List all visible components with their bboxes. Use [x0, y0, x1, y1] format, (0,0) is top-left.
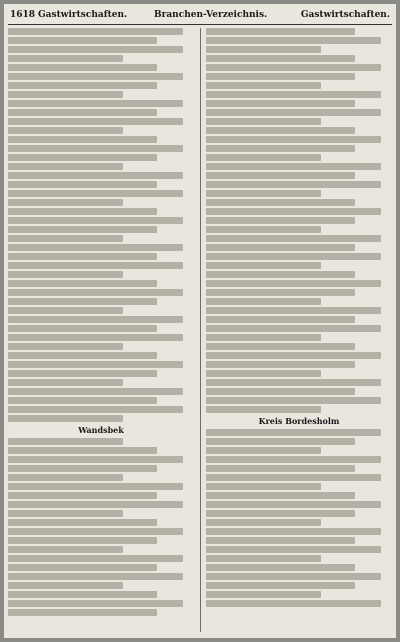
directory-entry-placeholder — [8, 73, 183, 80]
directory-entry-placeholder — [206, 145, 355, 152]
directory-entry-placeholder — [206, 334, 321, 341]
directory-entry-placeholder — [8, 55, 123, 62]
directory-entry-placeholder — [206, 91, 381, 98]
directory-entry-placeholder — [206, 217, 355, 224]
directory-entry-placeholder — [206, 573, 381, 580]
directory-entry-placeholder — [206, 361, 355, 368]
directory-entry-placeholder — [8, 379, 123, 386]
directory-entry-placeholder — [206, 438, 355, 445]
directory-entry-placeholder — [8, 163, 123, 170]
header-rule — [8, 24, 392, 25]
directory-entry-placeholder — [8, 537, 157, 544]
directory-entry-placeholder — [206, 37, 381, 44]
directory-entry-placeholder — [8, 145, 183, 152]
running-head — [4, 10, 396, 24]
directory-entry-placeholder — [206, 474, 381, 481]
directory-entry-placeholder — [206, 397, 381, 404]
directory-entry-placeholder — [8, 456, 183, 463]
directory-entry-placeholder — [206, 501, 381, 508]
directory-entry-placeholder — [8, 519, 157, 526]
column-divider — [200, 28, 201, 632]
directory-entry-placeholder — [8, 465, 157, 472]
directory-entry-placeholder — [206, 289, 355, 296]
directory-entry-placeholder — [206, 406, 321, 413]
directory-entry-placeholder — [8, 289, 183, 296]
directory-entry-placeholder — [206, 82, 321, 89]
directory-entry-placeholder — [8, 316, 183, 323]
directory-entry-placeholder — [206, 154, 321, 161]
directory-entry-placeholder — [206, 510, 355, 517]
directory-entry-placeholder — [206, 136, 381, 143]
directory-entry-placeholder — [206, 109, 381, 116]
directory-entry-placeholder — [8, 582, 123, 589]
directory-entry-placeholder — [206, 172, 355, 179]
directory-entry-placeholder — [8, 343, 123, 350]
directory-entry-placeholder — [8, 298, 157, 305]
directory-entry-placeholder — [206, 28, 355, 35]
directory-entry-placeholder — [8, 91, 123, 98]
left-column — [8, 28, 194, 634]
directory-entry-placeholder — [8, 253, 157, 260]
directory-entry-placeholder — [206, 190, 321, 197]
directory-entry-placeholder — [8, 64, 157, 71]
directory-entry-placeholder — [206, 73, 355, 80]
directory-entry-placeholder — [8, 307, 123, 314]
directory-entry-placeholder — [8, 591, 157, 598]
directory-entry-placeholder — [206, 325, 381, 332]
directory-entry-placeholder — [8, 280, 157, 287]
directory-entry-placeholder — [206, 208, 381, 215]
directory-entry-placeholder — [206, 447, 321, 454]
directory-entry-placeholder — [8, 271, 123, 278]
directory-entry-placeholder — [8, 244, 183, 251]
directory-entry-placeholder — [8, 334, 183, 341]
directory-entry-placeholder — [206, 316, 355, 323]
directory-entry-placeholder — [206, 388, 355, 395]
directory-entry-placeholder — [8, 172, 183, 179]
directory-entry-placeholder — [8, 564, 157, 571]
directory-entry-placeholder — [206, 564, 355, 571]
directory-entry-placeholder — [8, 447, 157, 454]
directory-entry-placeholder — [8, 352, 157, 359]
directory-entry-placeholder — [206, 456, 381, 463]
directory-entry-placeholder — [8, 100, 183, 107]
directory-entry-placeholder — [8, 555, 183, 562]
directory-entry-placeholder — [8, 235, 123, 242]
directory-entry-placeholder — [8, 262, 183, 269]
directory-entry-placeholder — [206, 519, 321, 526]
directory-entry-placeholder — [8, 208, 157, 215]
directory-entry-placeholder — [206, 100, 355, 107]
directory-entry-placeholder — [8, 181, 157, 188]
directory-entry-placeholder — [8, 501, 183, 508]
directory-entry-placeholder — [8, 415, 123, 422]
directory-entry-placeholder — [206, 235, 381, 242]
directory-page — [4, 4, 396, 638]
directory-entry-placeholder — [8, 118, 183, 125]
directory-entry-placeholder — [206, 352, 381, 359]
directory-entry-placeholder — [206, 253, 381, 260]
running-head-right: Gastwirtschaften. — [300, 10, 390, 20]
directory-entry-placeholder — [8, 370, 157, 377]
directory-entry-placeholder — [8, 154, 157, 161]
directory-entry-placeholder — [206, 46, 321, 53]
directory-entry-placeholder — [8, 109, 157, 116]
directory-entry-placeholder — [8, 406, 183, 413]
directory-entry-placeholder — [8, 199, 123, 206]
directory-entry-placeholder — [206, 199, 355, 206]
directory-entry-placeholder — [8, 573, 183, 580]
page-number: 1618 — [10, 10, 36, 20]
right-column — [206, 28, 392, 634]
directory-entry-placeholder — [8, 510, 123, 517]
directory-entry-placeholder — [206, 298, 321, 305]
directory-entry-placeholder — [8, 609, 157, 616]
directory-entry-placeholder — [206, 127, 355, 134]
directory-entry-placeholder — [206, 163, 381, 170]
directory-entry-placeholder — [206, 370, 321, 377]
directory-entry-placeholder — [8, 492, 157, 499]
section-heading-wandsbek: Wandsbek — [78, 425, 124, 435]
directory-entry-placeholder — [206, 307, 381, 314]
directory-entry-placeholder — [206, 244, 355, 251]
directory-entry-placeholder — [206, 537, 355, 544]
directory-entry-placeholder — [8, 136, 157, 143]
directory-entry-placeholder — [8, 483, 183, 490]
directory-entry-placeholder — [206, 483, 321, 490]
directory-entry-placeholder — [206, 492, 355, 499]
directory-entry-placeholder — [206, 181, 381, 188]
directory-entry-placeholder — [206, 343, 355, 350]
directory-entry-placeholder — [8, 546, 123, 553]
directory-entry-placeholder — [8, 190, 183, 197]
directory-entry-placeholder — [206, 528, 381, 535]
directory-entry-placeholder — [8, 82, 157, 89]
directory-entry-placeholder — [206, 555, 321, 562]
directory-entry-placeholder — [206, 429, 381, 436]
directory-entry-placeholder — [8, 361, 183, 368]
directory-entry-placeholder — [8, 600, 183, 607]
directory-entry-placeholder — [8, 474, 123, 481]
directory-entry-placeholder — [8, 217, 183, 224]
directory-entry-placeholder — [8, 28, 183, 35]
directory-entry-placeholder — [206, 262, 321, 269]
directory-entry-placeholder — [206, 226, 321, 233]
directory-entry-placeholder — [8, 397, 157, 404]
directory-entry-placeholder — [8, 325, 157, 332]
directory-entry-placeholder — [206, 55, 355, 62]
directory-entry-placeholder — [8, 528, 183, 535]
directory-entry-placeholder — [8, 438, 123, 445]
directory-entry-placeholder — [8, 226, 157, 233]
running-head-center: Branchen-Verzeichnis. — [154, 10, 268, 20]
running-head-left: Gastwirtschaften. — [38, 10, 128, 20]
directory-entry-placeholder — [206, 379, 381, 386]
directory-entry-placeholder — [206, 582, 355, 589]
directory-entry-placeholder — [206, 546, 381, 553]
directory-entry-placeholder — [206, 271, 355, 278]
directory-entry-placeholder — [8, 46, 183, 53]
directory-entry-placeholder — [206, 465, 355, 472]
directory-entry-placeholder — [206, 64, 381, 71]
section-heading-bordesholm: Kreis Bordesholm — [258, 416, 340, 426]
directory-entry-placeholder — [206, 591, 321, 598]
directory-entry-placeholder — [8, 127, 123, 134]
directory-entry-placeholder — [206, 118, 321, 125]
directory-entry-placeholder — [206, 280, 381, 287]
directory-entry-placeholder — [8, 388, 183, 395]
directory-entry-placeholder — [8, 37, 157, 44]
directory-entry-placeholder — [206, 600, 381, 607]
